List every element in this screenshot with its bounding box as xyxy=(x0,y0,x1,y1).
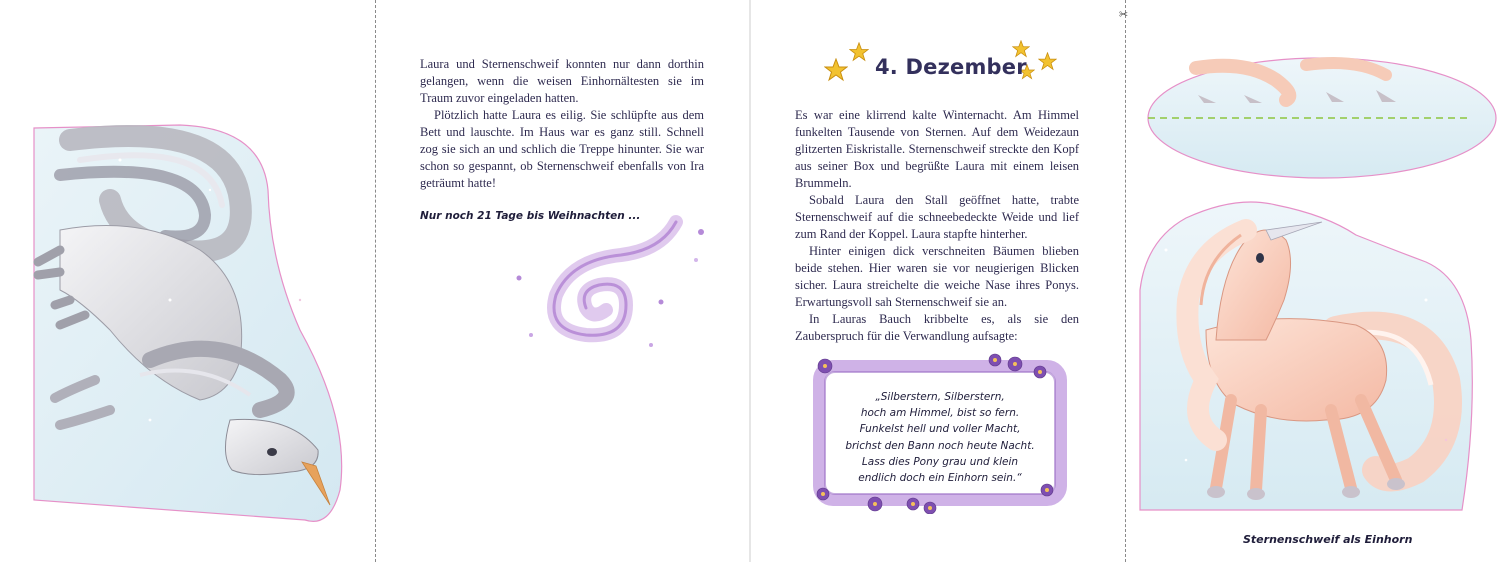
page-1-pony-cutout xyxy=(0,0,375,562)
page-2-paragraph-2: Plötzlich hatte Laura es eilig. Sie schlüpfte aus dem Bett und lauschte. Im Haus war es ganz still. Schnell zog sie sich an und schlich die Treppe hinunter. Sie war schon so gespannt, ob Sternenschweif ebenfalls von Ira geträumt hatte! xyxy=(420,108,704,190)
star-icon xyxy=(849,42,869,62)
page-4-unicorn-cutouts xyxy=(1126,0,1500,562)
purple-swirl-decoration xyxy=(501,210,721,360)
grey-pony-illustration xyxy=(0,0,375,562)
star-icon xyxy=(1038,52,1057,71)
page-2-body xyxy=(420,56,704,192)
page-2-paragraph-1: Laura und Sternenschweif konnten nur dann dorthin gelangen, wenn die weisen Einhornältesten sie im Traum zuvor eingeladen hatten. xyxy=(420,57,704,105)
poem-line: Lass dies Pony grau und klein xyxy=(861,455,1019,468)
chapter-heading: 4. Dezember xyxy=(875,55,1027,79)
page-3-body xyxy=(795,107,1079,345)
scissors-icon: ✂ xyxy=(1119,8,1129,21)
unicorn-caption: Sternenschweif als Einhorn xyxy=(1243,533,1413,546)
page-2 xyxy=(376,0,749,562)
countdown-text: Nur noch 21 Tage bis Weihnachten ... xyxy=(420,210,641,222)
poem-line: brichst den Bann noch heute Nacht. xyxy=(845,439,1035,452)
pink-unicorn-illustration xyxy=(1126,0,1500,530)
poem-line: Funkelst hell und voller Macht, xyxy=(859,423,1021,436)
star-icon xyxy=(824,58,848,82)
poem-line: „Silberstern, Silberstern, xyxy=(875,391,1005,403)
magic-spell-poem xyxy=(835,389,1045,486)
poem-line: hoch am Himmel, bist so fern. xyxy=(860,407,1020,420)
poem-line: endlich doch ein Einhorn sein.“ xyxy=(858,472,1022,485)
page-3-paragraph-4: In Lauras Bauch kribbelte es, als sie den Zauberspruch für die Verwandlung aufsagte: xyxy=(795,312,1079,343)
page-3-paragraph-2: Sobald Laura den Stall geöffnet hatte, trabte Sternenschweif auf die schneebedeckte Weide und lief zum Rand der Koppel. Laura stapfte hinterher. xyxy=(795,193,1079,241)
page-3-paragraph-3: Hinter einigen dick verschneiten Bäumen blieben beide stehen. Hier waren sie vor neugierigen Blicken sicher. Laura streichelte die weiche Nase ihres Ponys. Erwartungsvoll sah Sternenschweif sie an. xyxy=(795,244,1079,309)
page-3-paragraph-1: Es war eine klirrend kalte Winternacht. Am Himmel funkelten Tausende von Sternen. Auf dem Weidezaun glitzerten Eiskristalle. Sternenschweif streckte den Kopf aus seiner Box und begrüßte Laura mit einem leisen Brummeln. xyxy=(795,108,1079,190)
